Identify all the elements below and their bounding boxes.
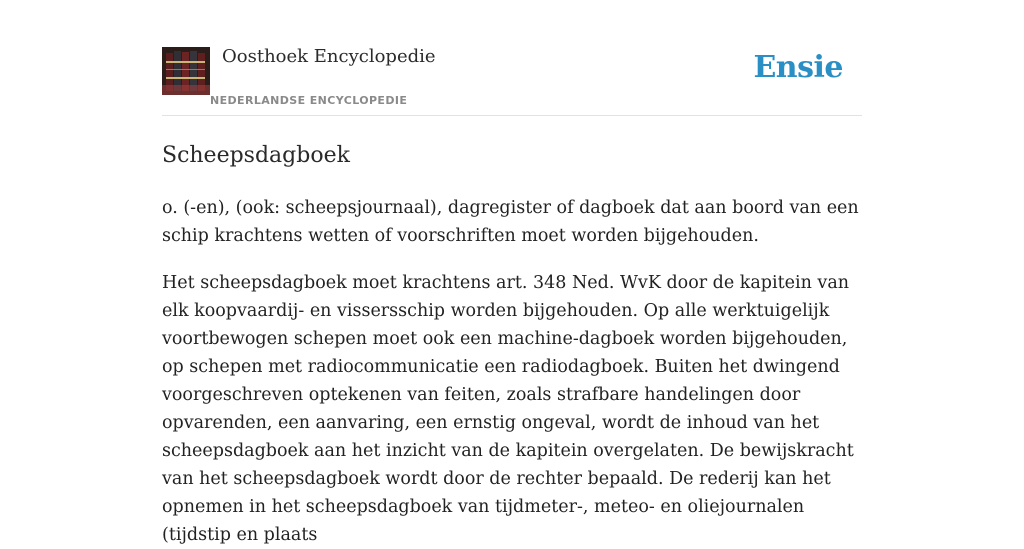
book-spines-icon[interactable] bbox=[162, 47, 210, 95]
page bbox=[162, 0, 862, 549]
ensie-logo[interactable]: Ensie bbox=[753, 50, 843, 85]
site-subtitle: NEDERLANDSE ENCYCLOPEDIE bbox=[210, 94, 408, 107]
site-title[interactable]: Oosthoek Encyclopedie bbox=[222, 46, 436, 67]
article-body bbox=[162, 194, 862, 549]
article-paragraph: o. (-en), (ook: scheepsjournaal), dagregister of dagboek dat aan boord van een schip krachtens wetten of voorschriften moet worden bijgehouden. bbox=[162, 198, 859, 246]
site-header bbox=[162, 0, 862, 116]
article-paragraph: Het scheepsdagboek moet krachtens art. 348 Ned. WvK door de kapitein van elk koopvaardij- en vissersschip worden bijgehouden. Op alle werktuigelijk voortbewogen schepen moet ook een machine-dagboek worden bijgehouden, op schepen met radiocommunicatie een radiodagboek. Buiten het dwingend voorgeschreven optekenen van feiten, zoals strafbare handelingen door opvarenden, een aanvaring, een ernstig ongeval, wordt de inhoud van het scheepsdagboek aan het inzicht van de kapitein overgelaten. De bewijskracht van het scheepsdagboek wordt door de rechter bepaald. De rederij kan het opnemen in het scheepsdagboek van tijdmeter-, meteo- en oliejournalen (tijdstip en plaats bbox=[162, 273, 854, 545]
avatar-image bbox=[162, 47, 210, 95]
article-title: Scheepsdagboek bbox=[162, 143, 350, 168]
